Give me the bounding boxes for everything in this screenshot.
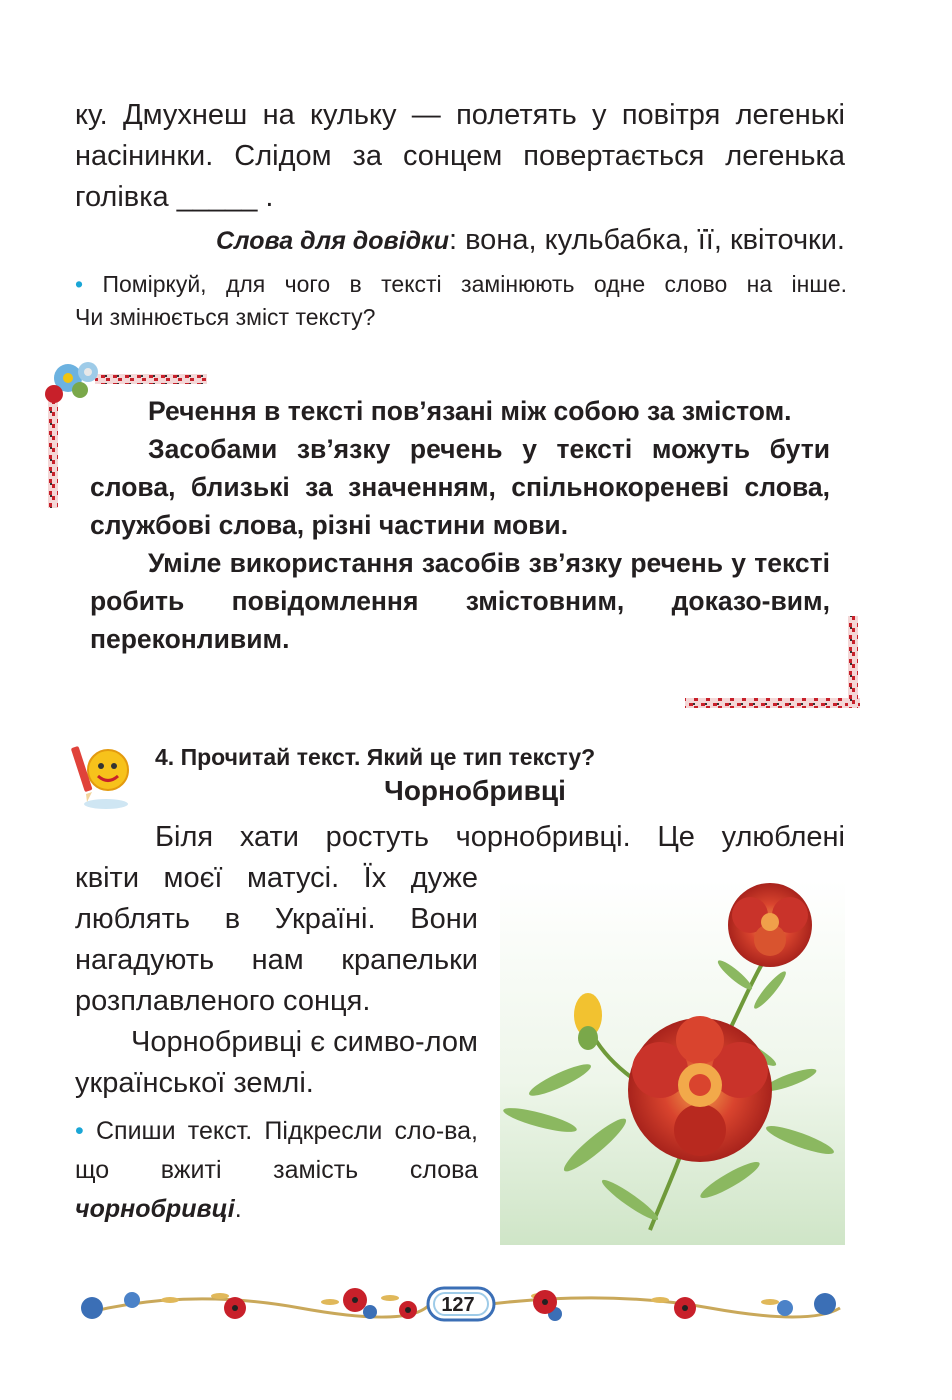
smiley-pencil-icon (70, 740, 136, 810)
story-first-line: Біля хати ростуть чорнобривці. Це улюблені (155, 821, 845, 853)
top-paragraph (75, 95, 845, 218)
marigold-illustration (500, 880, 845, 1245)
think-line-1: Поміркуй, для чого в тексті замінюють одне слово на інше. (83, 271, 847, 297)
rule-paragraph-2: Засобами зв’язку речень у тексті можуть бути слова, близькі за значенням, спільнокореневі слова, службові слова, різні частини мови. (90, 434, 830, 540)
bullet-icon: • (75, 271, 84, 297)
story-column (75, 858, 478, 1104)
reference-words (75, 220, 845, 262)
rule-paragraph-1: Речення в тексті пов’язані між собою за змістом. (148, 396, 792, 426)
reference-colon: : (448, 224, 458, 256)
think-question (75, 268, 847, 334)
task-instruction (75, 1112, 478, 1229)
story-paragraph-1: квіти моєї матусі. Їх дуже люблять в Україні. Вони нагадують нам крапельки розплавленого сонця. (75, 862, 478, 1017)
top-line-2: насінинки. Слідом за сонцем повертається легенька (75, 140, 845, 172)
task-instruction-end: . (234, 1195, 242, 1223)
page-number: 127 (441, 1294, 475, 1316)
task-4-title: 4. Прочитай текст. Який це тип тексту? (155, 744, 596, 770)
think-line-2: Чи змінюється зміст тексту? (75, 304, 376, 330)
rule-paragraph-3: Уміле використання засобів зв’язку речень у тексті робить повідомлення змістовним, доказо-вим, переконливим. (90, 548, 830, 654)
task-instruction-text: Спиши текст. Підкресли сло-ва, що вжиті замість слова (75, 1117, 478, 1184)
top-line-1: ку. Дмухнеш на кульку — полетять у повітря легенькі (75, 99, 845, 131)
reference-list: вона, кульбабка, її, квіточки. (457, 224, 845, 256)
task-instruction-word: чорнобривці (75, 1195, 235, 1223)
top-line-3: голівка _____ . (75, 181, 274, 213)
story-title: Чорнобривці (384, 775, 566, 806)
bullet-icon: • (75, 1117, 84, 1145)
reference-label: Слова для довідки (215, 227, 449, 255)
rule-text (90, 392, 830, 658)
story-paragraph-2: Чорнобривці є симво-лом української землі. (75, 1026, 478, 1099)
